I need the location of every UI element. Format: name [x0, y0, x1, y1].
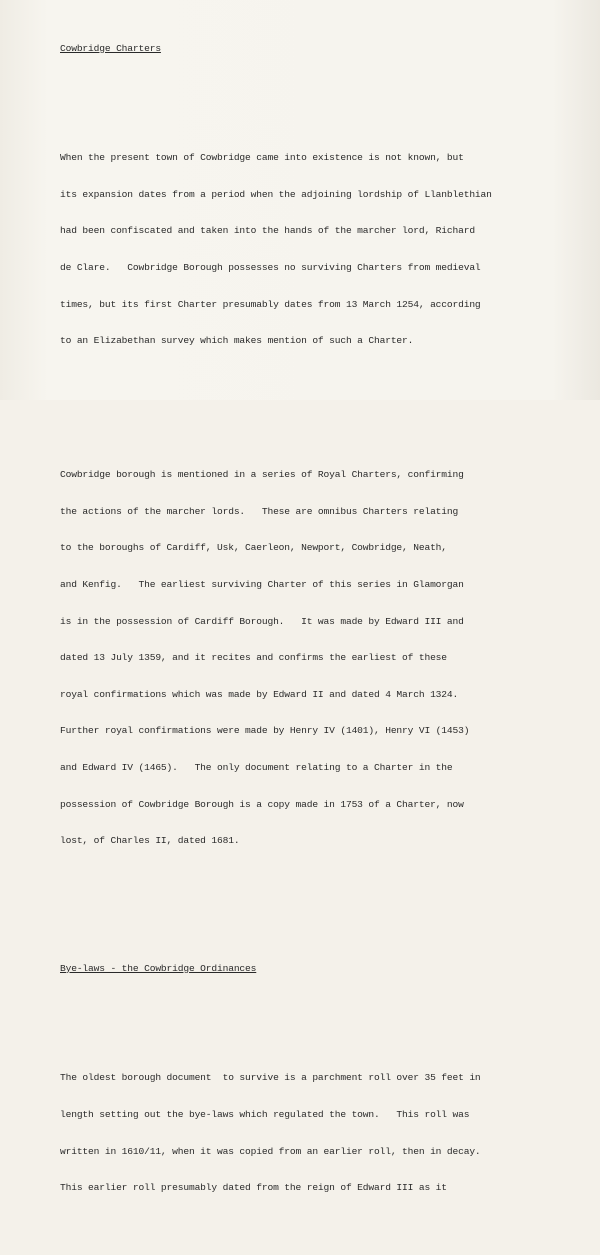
text-line: and Kenfig. The earliest surviving Charter of this series in Glamorgan	[60, 578, 464, 590]
text-line: lost, of Charles II, dated 1681.	[60, 835, 240, 847]
text-line: its expansion dates from a period when the adjoining lordship of Llanblethian	[60, 188, 492, 200]
text-line: to the boroughs of Cardiff, Usk, Caerleon, Newport, Cowbridge, Neath,	[60, 542, 447, 554]
text-line: length setting out the bye-laws which regulated the town. This roll was	[60, 1108, 470, 1120]
text-line: is in the possession of Cardiff Borough. It was made by Edward III and	[60, 615, 464, 627]
paragraph-charters-intro	[60, 128, 600, 372]
text-line: dated 13 July 1359, and it recites and confirms the earliest of these	[60, 652, 447, 664]
text-line: the actions of the marcher lords. These are omnibus Charters relating	[60, 505, 459, 517]
section-heading-charters: Cowbridge Charters	[60, 42, 161, 54]
text-line: to an Elizabethan survey which makes mention of such a Charter.	[60, 335, 414, 347]
text-line: The oldest borough document to survive is a parchment roll over 35 feet in	[60, 1072, 481, 1084]
text-line: had been confiscated and taken into the hands of the marcher lord, Richard	[60, 225, 475, 237]
text-line: and Edward IV (1465). The only document relating to a Charter in the	[60, 761, 453, 773]
text-line: Further royal confirmations were made by Henry IV (1401), Henry VI (1453)	[60, 725, 470, 737]
text-line: This earlier roll presumably dated from the reign of Edward III as it	[60, 1182, 447, 1194]
text-line: Cowbridge borough is mentioned in a series of Royal Charters, confirming	[60, 469, 464, 481]
paragraph-royal-charters	[60, 445, 600, 872]
document-body	[60, 6, 600, 1255]
text-line: de Clare. Cowbridge Borough possesses no surviving Charters from medieval	[60, 262, 481, 273]
text-line: possession of Cowbridge Borough is a copy made in 1753 of a Charter, now	[60, 798, 464, 810]
text-line: written in 1610/11, when it was copied from an earlier roll, then in decay.	[60, 1145, 481, 1157]
paragraph-bye-laws	[60, 1048, 600, 1219]
section-heading-bye-laws: Bye-laws - the Cowbridge Ordinances	[60, 962, 257, 974]
text-line: times, but its first Charter presumably dates from 13 March 1254, according	[60, 298, 481, 310]
text-line: When the present town of Cowbridge came into existence is not known, but	[60, 152, 464, 164]
text-line: royal confirmations which was made by Edward II and dated 4 March 1324.	[60, 688, 459, 700]
